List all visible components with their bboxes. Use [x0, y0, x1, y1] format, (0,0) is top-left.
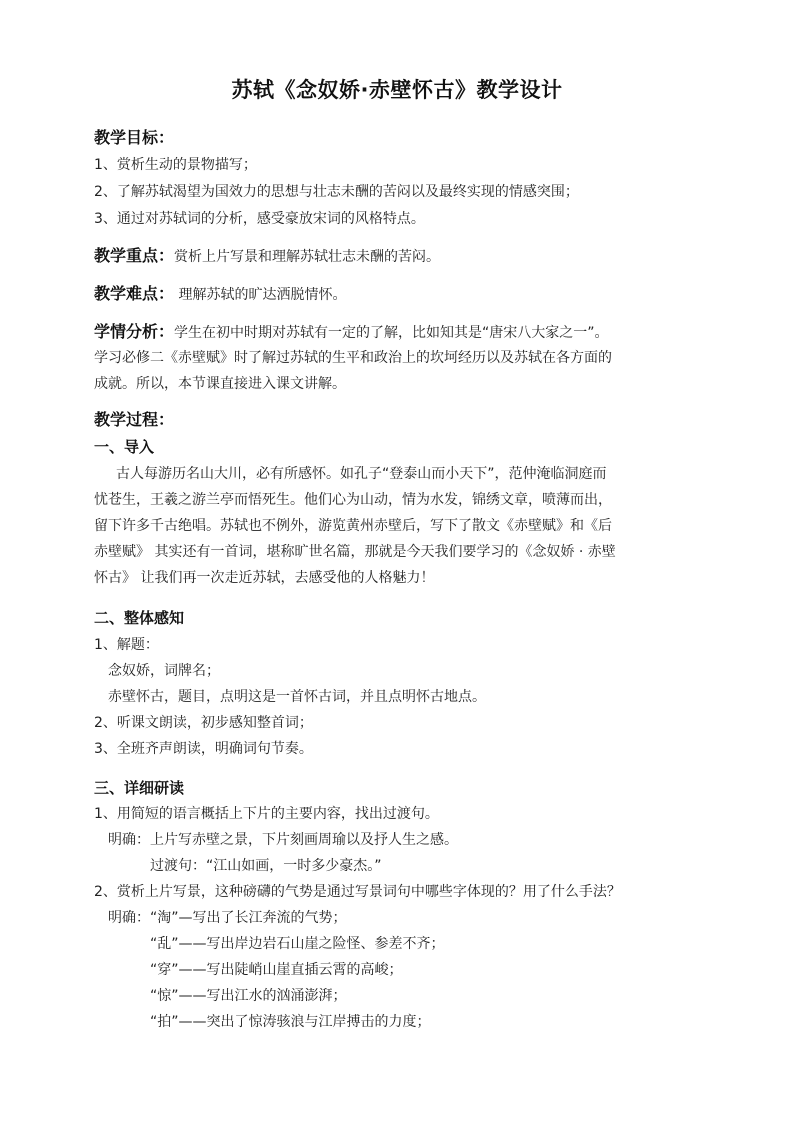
difficulty-label: 教学难点： [94, 284, 175, 303]
key-point-text: 赏析上片写景和理解苏轼壮志未酬的苦闷。 [174, 249, 441, 265]
detailed-line-1: 1、用简短的语言概括上下片的主要内容，找出过渡句。 [94, 806, 439, 822]
analysis-line-2: 学习必修二《赤壁赋》时了解过苏轼的生平和政治上的坎坷经历以及苏轼在各方面的 [94, 350, 612, 366]
difficulty-text: 理解苏轼的旷达洒脱情怀。 [174, 287, 347, 303]
intro-heading: 一、导入 [94, 438, 155, 456]
intro-line-3: 留下许多千古绝唱。苏轼也不例外，游览黄州赤壁后，写下了散文《赤壁赋》和《后 [94, 518, 612, 534]
detailed-line-4: 2、赏析上片写景，这种磅礴的气势是通过写景词句中哪些字体现的？用了什么手法？ [94, 884, 621, 900]
detailed-line-7: “穿”——写出陡峭山崖直插云霄的高峻； [150, 962, 403, 978]
difficulty [94, 284, 346, 305]
detailed-line-3: 过渡句：“江山如画，一时多少豪杰。” [150, 858, 382, 874]
key-point-label: 教学重点： [94, 246, 175, 265]
objective-item-3: 3、通过对苏轼词的分析，感受豪放宋词的风格特点。 [94, 211, 425, 227]
document-title: 苏轼《念奴娇·赤壁怀古》教学设计 [231, 78, 563, 102]
objective-item-1: 1、赏析生动的景物描写； [94, 157, 257, 173]
overall-line-5: 3、全班齐声朗读，明确词句节奏。 [94, 741, 313, 757]
objective-item-2: 2、了解苏轼渴望为国效力的思想与壮志未酬的苦闷以及最终实现的情感突围； [94, 184, 579, 200]
process-heading: 教学过程： [94, 410, 175, 429]
objectives-heading: 教学目标： [94, 128, 175, 147]
detailed-line-9: “拍”——突出了惊涛骇浪与江岸搏击的力度； [150, 1014, 431, 1030]
overall-line-1: 1、解题： [94, 637, 159, 653]
detailed-line-6: “乱”——写出岸边岩石山崖之险怪、参差不齐； [150, 936, 445, 952]
overall-line-4: 2、听课文朗读，初步感知整首词； [94, 715, 313, 731]
overall-line-2: 念奴娇，词牌名； [108, 663, 220, 679]
analysis-label: 学情分析： [94, 322, 175, 341]
overall-line-3: 赤壁怀古，题目，点明这是一首怀古词，并且点明怀古地点。 [108, 689, 486, 705]
analysis-text-1: 学生在初中时期对苏轼有一定的了解，比如知其是“唐宋八大家之一”。 [174, 325, 609, 341]
analysis-line-3: 成就。所以，本节课直接进入课文讲解。 [94, 376, 346, 392]
overall-heading: 二、整体感知 [94, 609, 185, 627]
analysis-line-1 [94, 322, 609, 343]
detailed-line-8: “惊”——写出江水的汹涌澎湃； [150, 988, 347, 1004]
detailed-line-5: 明确：“淘”—写出了长江奔流的气势； [108, 910, 347, 926]
detailed-line-2: 明确：上片写赤壁之景，下片刻画周瑜以及抒人生之感。 [108, 832, 458, 848]
intro-line-2: 忧苍生，王羲之游兰亭而悟死生。他们心为山动，情为水发，锦绣文章，喷薄而出， [94, 492, 612, 508]
detailed-heading: 三、详细研读 [94, 779, 185, 797]
intro-line-4: 赤壁赋》 其实还有一首词，堪称旷世名篇，那就是今天我们要学习的《念奴娇 · 赤壁 [94, 544, 616, 560]
key-point [94, 246, 440, 267]
intro-line-1: 古人每游历名山大川，必有所感怀。如孔子“登泰山而小天下”，范仲淹临洞庭而 [116, 466, 607, 482]
intro-line-5: 怀古》 让我们再一次走近苏轼，去感受他的人格魅力！ [94, 570, 435, 586]
